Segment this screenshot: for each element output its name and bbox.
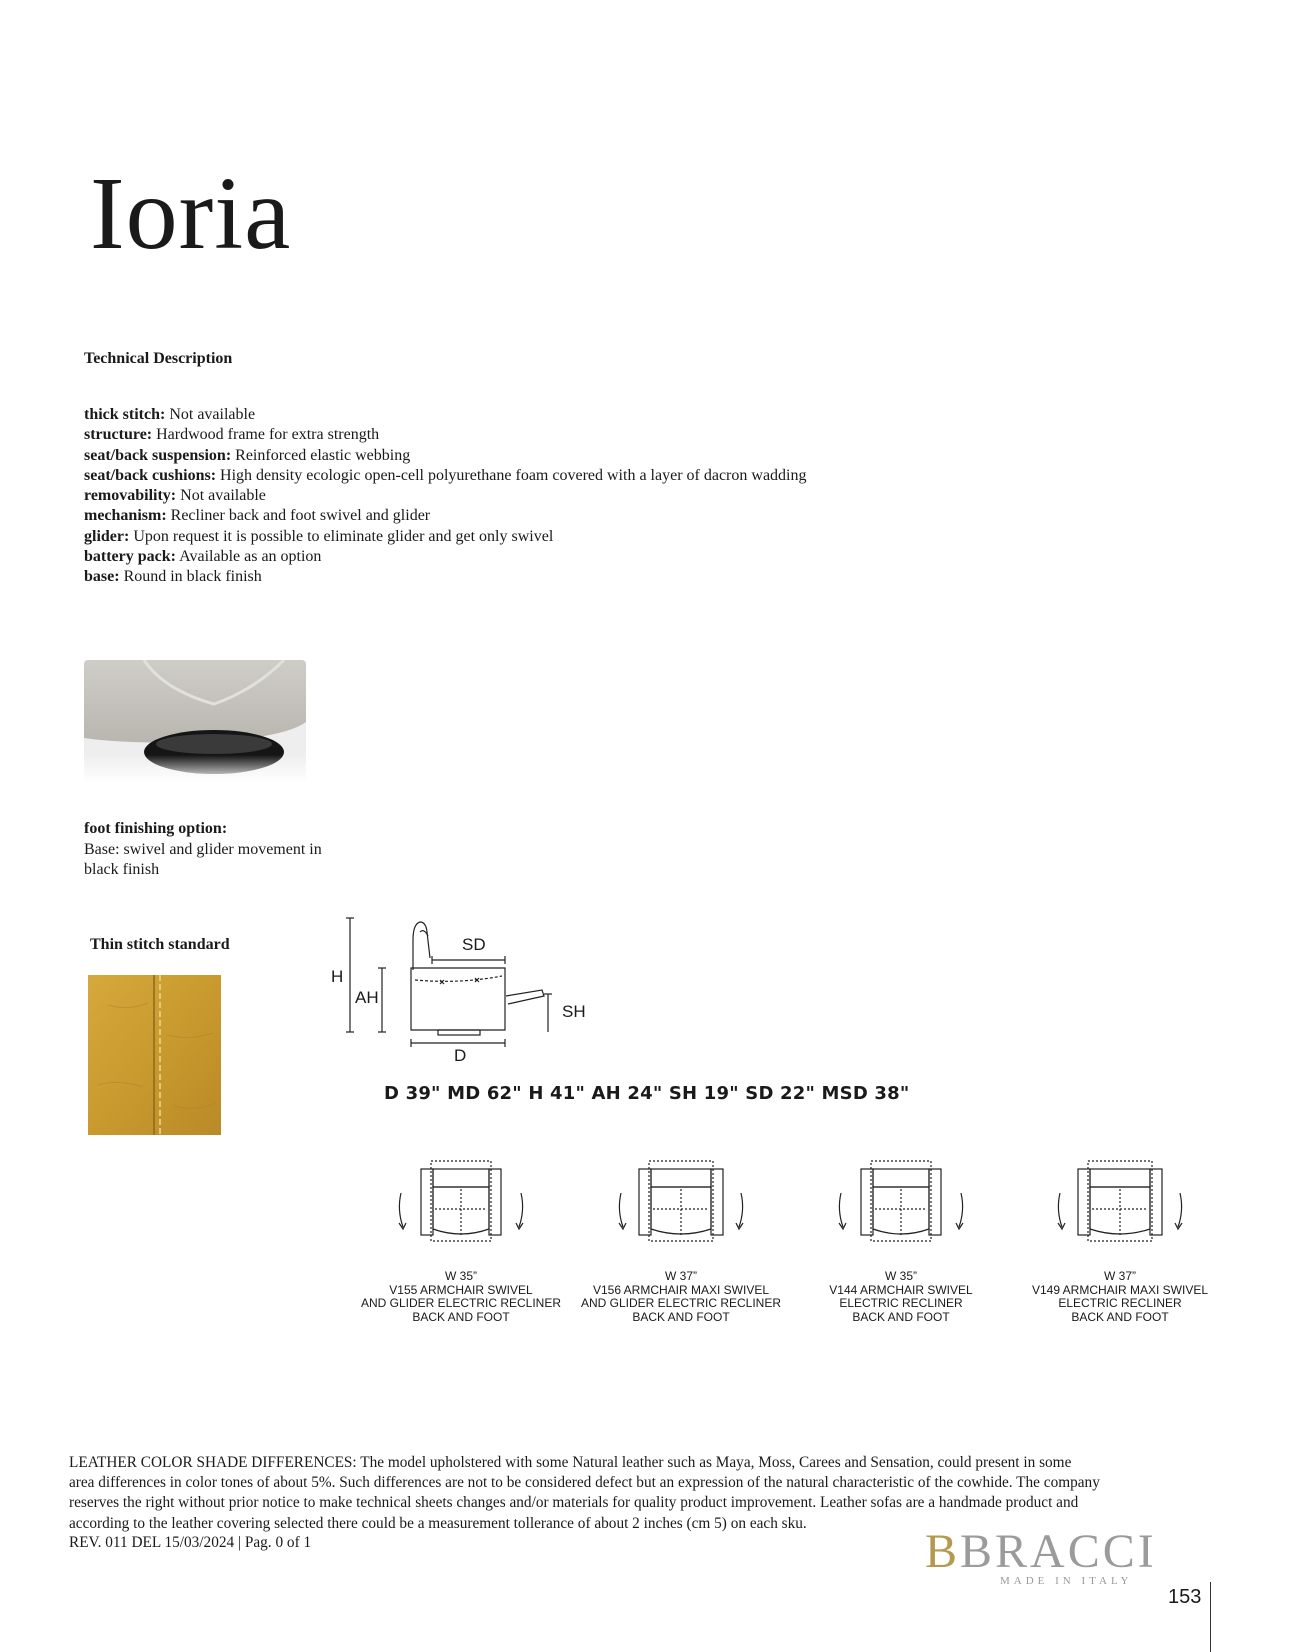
spec-item <box>84 446 806 466</box>
spec-label: seat/back cushions: <box>84 466 217 484</box>
model-name: V156 ARMCHAIR MAXI SWIVEL <box>592 1282 770 1297</box>
model-width: W 35” <box>444 1269 477 1283</box>
foot-finishing-line: Base: swivel and glider movement in <box>84 841 322 858</box>
model-caption <box>791 1270 1011 1324</box>
foot-finishing-line: black finish <box>84 861 160 879</box>
disclaimer-line: area differences in color tones of about 5%. Such differences are not to be considered defect but an expression of the natural characteristic of the cowhide. The company <box>69 1474 1100 1492</box>
dim-label-sh: SH <box>562 1002 586 1021</box>
spec-value: Not available <box>165 406 256 423</box>
spec-value: Upon request it is possible to eliminate glider and get only swivel <box>129 527 554 545</box>
logo-text: BBRACCI <box>925 1527 1157 1575</box>
product-title: Ioria <box>90 156 292 271</box>
model-width: W 37” <box>1103 1269 1136 1283</box>
model-name: ELECTRIC RECLINER <box>839 1296 963 1310</box>
model-name: V149 ARMCHAIR MAXI SWIVEL <box>1031 1282 1209 1297</box>
spec-label: structure: <box>84 426 153 444</box>
stitch-title: Thin stitch standard <box>90 936 230 953</box>
spec-value: Available as an option <box>175 548 322 566</box>
model-option <box>1010 1155 1230 1324</box>
dim-label-sd: SD <box>462 935 486 954</box>
foot-finishing-title: foot finishing option: <box>84 820 228 837</box>
section-heading: Technical Description <box>84 350 233 367</box>
model-caption <box>1010 1270 1230 1324</box>
dimensions-summary: D 39" MD 62" H 41" AH 24" SH 19" SD 22" MSD 38" <box>384 1083 910 1104</box>
base-photo <box>84 660 306 783</box>
spec-list <box>84 405 806 588</box>
armchair-top-view <box>611 1155 751 1250</box>
spec-value: Reinforced elastic webbing <box>231 446 411 464</box>
dim-label-h: H <box>331 967 344 986</box>
disclaimer-line: LEATHER COLOR SHADE DIFFERENCES: The model upholstered with some Natural leather such as Maya, Moss, Carees and Sensation, could present in some <box>69 1454 1072 1471</box>
model-name: ELECTRIC RECLINER <box>1058 1296 1182 1310</box>
spec-value: Not available <box>176 487 266 505</box>
model-name: BACK AND FOOT <box>412 1309 510 1324</box>
spec-label: seat/back suspension: <box>84 446 232 464</box>
model-name: AND GLIDER ELECTRIC RECLINER <box>360 1296 562 1310</box>
spec-item <box>84 425 806 445</box>
armchair-top-view <box>1050 1155 1190 1250</box>
dimension-diagram <box>320 910 620 1070</box>
page-divider <box>1210 1582 1211 1652</box>
armchair-top-view <box>831 1155 971 1250</box>
spec-value: Recliner back and foot swivel and glider <box>166 507 431 525</box>
model-name: V144 ARMCHAIR SWIVEL <box>829 1282 973 1297</box>
page-number: 153 <box>1168 1586 1202 1608</box>
model-name: BACK AND FOOT <box>632 1309 730 1324</box>
model-width: W 37” <box>664 1269 697 1283</box>
spec-label: base: <box>84 568 120 586</box>
dim-label-ah: AH <box>355 988 379 1007</box>
spec-label: removability: <box>84 487 177 505</box>
spec-item <box>84 527 806 547</box>
model-option <box>351 1155 571 1324</box>
spec-item <box>84 486 806 506</box>
spec-label: battery pack: <box>84 548 176 566</box>
spec-value: Hardwood frame for extra strength <box>152 426 380 444</box>
disclaimer-line: reserves the right without prior notice to make technical sheets changes and/or materials for quality product improvement. Leather sofas are a handmade product and <box>69 1494 1079 1512</box>
disclaimer <box>69 1453 1219 1534</box>
stitch-swatch <box>88 975 221 1135</box>
model-caption <box>351 1270 571 1324</box>
armchair-top-view <box>391 1155 531 1250</box>
spec-item <box>84 547 806 567</box>
model-option <box>791 1155 1011 1324</box>
spec-label: glider: <box>84 527 130 545</box>
spec-value: Round in black finish <box>119 568 262 586</box>
model-name: BACK AND FOOT <box>1071 1309 1169 1324</box>
spec-label: thick stitch: <box>84 406 166 423</box>
brand-tagline: MADE IN ITALY <box>1000 1575 1133 1587</box>
spec-item <box>84 506 806 526</box>
model-name: V155 ARMCHAIR SWIVEL <box>389 1282 533 1297</box>
revision-info: REV. 011 DEL 15/03/2024 | Pag. 0 of 1 <box>69 1534 312 1551</box>
spec-value: High density ecologic open-cell polyurethane foam covered with a layer of dacron wadding <box>216 466 807 484</box>
spec-label: mechanism: <box>84 507 167 525</box>
spec-item <box>84 567 806 587</box>
model-caption <box>571 1270 791 1324</box>
model-width: W 35” <box>884 1269 917 1283</box>
model-name: BACK AND FOOT <box>852 1309 950 1324</box>
model-name: AND GLIDER ELECTRIC RECLINER <box>580 1296 782 1310</box>
disclaimer-line: according to the leather covering selected there could be a measurement tollerance of about 2 inches (cm 5) on each sku. <box>69 1514 807 1532</box>
spec-item <box>84 466 806 486</box>
foot-finishing-description <box>84 840 344 881</box>
model-option <box>571 1155 791 1324</box>
spec-item <box>84 405 806 425</box>
dim-label-d: D <box>454 1046 467 1065</box>
